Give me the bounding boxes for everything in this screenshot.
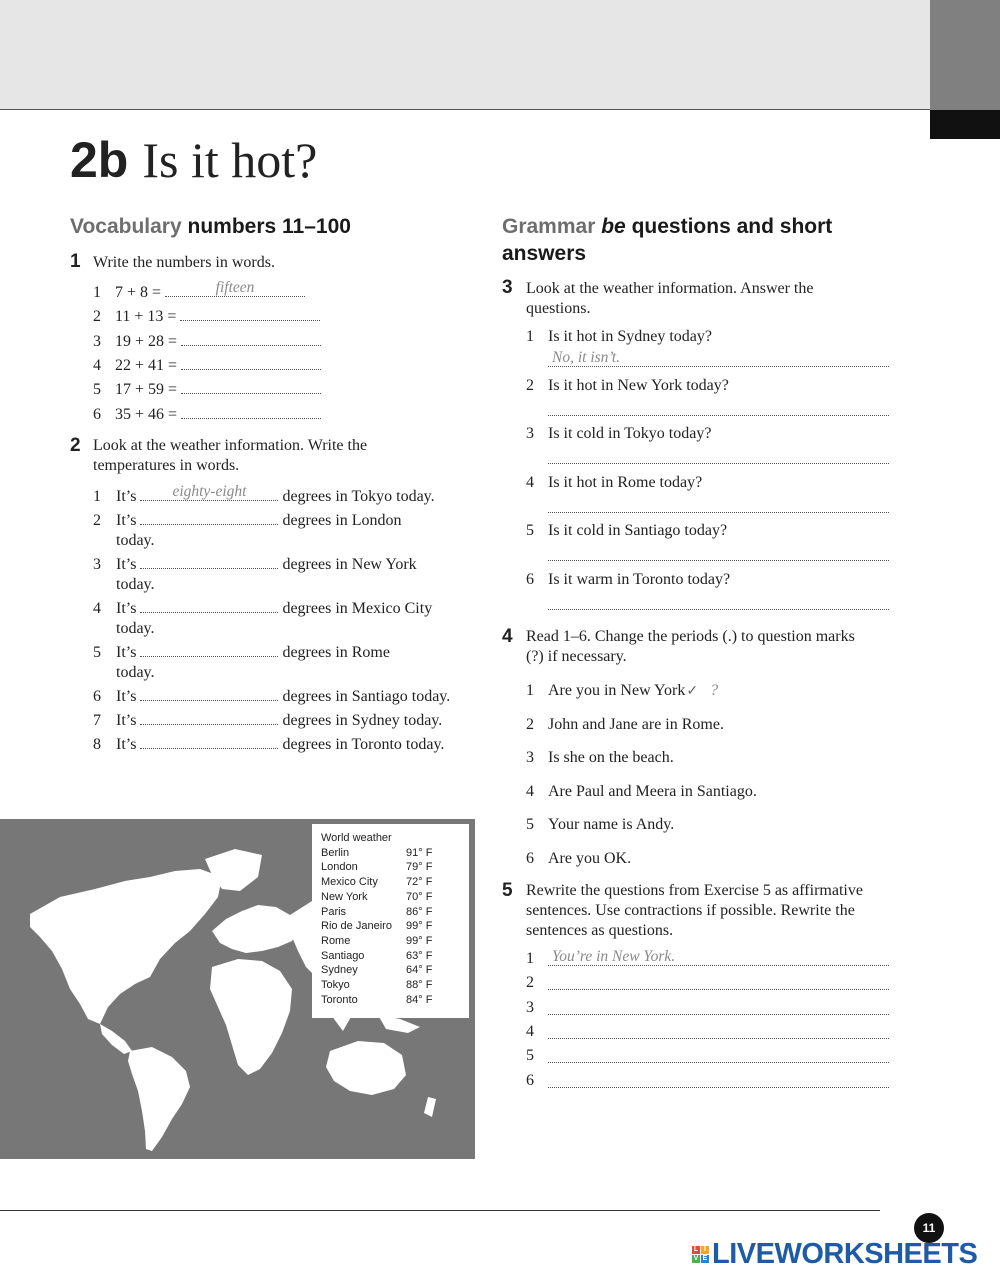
exercise-5-instruction-line: sentences as questions.	[526, 922, 674, 939]
exercise-2-instruction	[93, 436, 367, 476]
answer-line[interactable]	[548, 948, 889, 966]
answer-line[interactable]	[548, 543, 889, 561]
item-number: 5	[526, 1047, 534, 1065]
exercise-1-item	[93, 281, 305, 303]
logo-letter-tile: L	[693, 1245, 699, 1253]
exercise-1-number: 1	[70, 251, 81, 272]
item-sentence: Are you in New York	[548, 682, 686, 699]
exercise-3-item	[526, 473, 702, 493]
weather-city: Rome	[321, 934, 351, 947]
item-prefix: It’s	[116, 556, 137, 573]
answer-blank[interactable]	[140, 733, 278, 749]
exercise-3-item	[526, 327, 712, 347]
exercise-1-item	[93, 305, 320, 327]
logo-letter-tile: V	[693, 1254, 699, 1262]
item-number: 3	[526, 998, 534, 1016]
answer-line[interactable]	[548, 1021, 889, 1039]
weather-row	[321, 949, 469, 964]
item-continuation: today.	[116, 664, 155, 681]
exercise-4-item	[526, 715, 724, 735]
item-number: 3	[526, 749, 534, 767]
item-suffix: degrees in Toronto today.	[282, 736, 445, 753]
weather-temp: 88° F	[406, 979, 433, 992]
item-sum: 17 + 59 =	[115, 381, 178, 399]
item-prefix: It’s	[116, 712, 137, 729]
weather-row	[321, 905, 469, 920]
answer-blank[interactable]	[140, 509, 278, 525]
exercise-4-instruction	[526, 627, 855, 667]
weather-row	[321, 860, 469, 875]
weather-city: Mexico City	[321, 876, 378, 889]
answer-blank[interactable]	[140, 485, 278, 501]
grammar-heading	[502, 213, 832, 267]
answer-line[interactable]	[548, 349, 889, 367]
item-sum: 35 + 46 =	[115, 405, 178, 423]
grammar-heading-label: Grammar	[502, 215, 596, 238]
weather-city: Tokyo	[321, 979, 350, 992]
item-prefix: It’s	[116, 512, 137, 529]
lesson-code: 2b	[70, 132, 129, 188]
answer-line[interactable]	[548, 1070, 889, 1088]
exercise-2-item-line	[93, 509, 402, 531]
weather-row	[321, 875, 469, 890]
item-number: 1	[526, 950, 534, 967]
item-sentence: Is she on the beach.	[548, 749, 674, 767]
item-number: 4	[526, 1022, 534, 1040]
item-number: 5	[93, 381, 101, 399]
exercise-5-instruction	[526, 881, 863, 941]
item-suffix: degrees in Rome	[282, 644, 390, 661]
item-number: 1	[93, 488, 101, 505]
exercise-4-item	[526, 849, 631, 869]
answer-blank[interactable]	[140, 709, 278, 725]
exercise-2-item-line	[93, 553, 417, 575]
header-tab-black	[930, 110, 1000, 139]
exercise-3-item	[526, 424, 711, 444]
weather-temp: 91° F	[406, 846, 433, 859]
exercise-2-item	[93, 509, 402, 551]
weather-temp: 63° F	[406, 949, 433, 962]
answer-blank[interactable]	[181, 403, 321, 419]
grammar-heading-topic: questions and short	[631, 215, 833, 238]
weather-row	[321, 993, 469, 1008]
exercise-4-item	[526, 782, 757, 802]
item-number: 3	[93, 332, 101, 350]
footer-rule	[0, 1210, 880, 1211]
answer-text: No, it isn’t.	[552, 349, 621, 366]
answer-blank[interactable]	[181, 378, 321, 394]
item-sentence: Are Paul and Meera in Santiago.	[548, 782, 757, 800]
item-number: 4	[526, 782, 534, 800]
weather-city: Paris	[321, 905, 347, 918]
weather-row	[321, 963, 469, 978]
weather-city: Toronto	[321, 993, 358, 1006]
item-sum: 11 + 13 =	[115, 308, 177, 326]
exercise-2-item	[93, 641, 390, 683]
item-number: 2	[526, 715, 534, 733]
exercise-2-number: 2	[70, 435, 81, 456]
item-suffix: degrees in Sydney today.	[282, 712, 443, 729]
exercise-2-item	[93, 485, 435, 507]
weather-row	[321, 890, 469, 905]
weather-temp: 99° F	[406, 934, 433, 947]
page-title	[70, 130, 317, 190]
answer-line[interactable]	[548, 997, 889, 1015]
weather-temp: 86° F	[406, 905, 433, 918]
item-question: Is it warm in Toronto today?	[548, 570, 731, 588]
item-prefix: It’s	[116, 488, 137, 505]
item-suffix: degrees in New York	[282, 556, 417, 573]
vocabulary-heading-label: Vocabulary	[70, 215, 182, 238]
exercise-2-item	[93, 733, 444, 755]
exercise-3-instruction	[526, 279, 813, 319]
weather-city: Santiago	[321, 949, 365, 962]
item-number: 3	[526, 425, 534, 442]
answer-line[interactable]	[548, 495, 889, 513]
item-number: 1	[526, 328, 534, 345]
item-number: 6	[526, 570, 534, 588]
item-number: 4	[526, 473, 534, 491]
item-number: 4	[93, 600, 101, 617]
answer-blank[interactable]	[140, 641, 278, 657]
weather-table	[312, 824, 469, 1018]
weather-temp: 99° F	[406, 920, 433, 933]
item-number: 2	[526, 376, 534, 394]
lesson-title: Is it hot?	[142, 132, 318, 188]
item-prefix: It’s	[116, 688, 137, 705]
grammar-heading-topic-line2: answers	[502, 242, 587, 265]
item-sentence: Your name is Andy.	[548, 816, 675, 834]
exercise-2-item-line	[93, 709, 442, 731]
weather-city: London	[321, 861, 358, 874]
item-suffix: degrees in London	[282, 512, 402, 529]
item-number: 8	[93, 736, 101, 753]
answer-blank[interactable]	[181, 354, 321, 370]
item-sum: 22 + 41 =	[115, 356, 178, 374]
exercise-2-item-line	[93, 641, 390, 663]
exercise-4-instruction-line: Read 1–6. Change the periods (.) to question marks	[526, 628, 855, 645]
check-mark-icon: ✓	[686, 684, 699, 699]
exercise-3-instruction-line: questions.	[526, 300, 591, 317]
exercise-5-instruction-line: sentences. Use contractions if possible. Rewrite the	[526, 902, 855, 919]
item-number: 5	[526, 816, 534, 834]
weather-row	[321, 846, 469, 861]
item-number: 3	[93, 556, 101, 573]
item-prefix: It’s	[116, 644, 137, 661]
answer-text: fifteen	[215, 279, 255, 296]
item-number: 2	[93, 308, 101, 326]
page-number: 11	[914, 1213, 944, 1243]
item-suffix: degrees in Santiago today.	[282, 688, 451, 705]
exercise-1-item	[93, 330, 321, 352]
weather-table-title: World weather	[321, 832, 392, 844]
vocabulary-heading	[70, 213, 351, 240]
item-question: Is it hot in New York today?	[548, 376, 729, 394]
item-continuation: today.	[116, 620, 155, 637]
exercise-3-instruction-line: Look at the weather information. Answer the	[526, 280, 814, 297]
item-continuation: today.	[116, 532, 155, 549]
answer-blank[interactable]	[181, 330, 321, 346]
weather-city: New York	[321, 890, 368, 903]
item-number: 6	[526, 1071, 534, 1089]
header-tab-grey	[930, 0, 1000, 110]
exercise-2-item-line	[93, 485, 435, 507]
weather-temp: 79° F	[406, 861, 433, 874]
exercise-4-number: 4	[502, 626, 513, 647]
answer-line[interactable]	[548, 1045, 889, 1063]
item-suffix: degrees in Tokyo today.	[282, 488, 435, 505]
item-number: 2	[93, 512, 101, 529]
logo-letter-tile: I	[701, 1246, 709, 1254]
answer-blank[interactable]	[140, 553, 278, 569]
answer-line[interactable]	[548, 446, 889, 464]
exercise-5-number: 5	[502, 880, 513, 901]
exercise-1-item	[93, 403, 321, 425]
exercise-4-item	[526, 681, 718, 702]
item-number: 6	[526, 850, 534, 867]
exercise-2-item-line	[93, 597, 432, 619]
item-number: 2	[526, 974, 534, 992]
item-number: 4	[93, 356, 101, 374]
item-number: 7	[93, 712, 101, 729]
exercise-1-instruction: Write the numbers in words.	[93, 254, 275, 271]
exercise-1-item	[93, 378, 321, 400]
item-sum: 19 + 28 =	[115, 332, 178, 350]
exercise-2-item	[93, 597, 432, 639]
weather-temp: 70° F	[406, 890, 433, 903]
weather-city: Sydney	[321, 964, 358, 977]
brand-name: LIVEWORKSHEETS	[712, 1238, 978, 1270]
exercise-4-instruction-line: (?) if necessary.	[526, 648, 627, 665]
item-sum: 7 + 8 =	[115, 284, 162, 301]
exercise-4-item	[526, 748, 674, 768]
brand-logo[interactable]	[692, 1238, 977, 1270]
exercise-2-item-line	[93, 733, 444, 755]
header-band	[0, 0, 1000, 110]
answer-text[interactable]: ?	[710, 682, 719, 699]
item-number: 5	[526, 522, 534, 539]
weather-temp: 72° F	[406, 876, 433, 889]
exercise-2-instruction-line: Look at the weather information. Write the	[93, 437, 368, 454]
answer-text: You’re in New York.	[552, 948, 676, 965]
exercise-3-item	[526, 570, 730, 590]
exercise-3-item	[526, 521, 727, 541]
item-sentence: Are you OK.	[548, 850, 632, 867]
weather-row	[321, 978, 469, 993]
weather-row	[321, 934, 469, 949]
item-number: 6	[93, 405, 101, 423]
item-question: Is it hot in Sydney today?	[548, 328, 712, 345]
weather-city: Rio de Janeiro	[321, 920, 392, 933]
exercise-1-item	[93, 354, 321, 376]
answer-blank[interactable]	[165, 281, 305, 297]
answer-line[interactable]	[548, 972, 889, 990]
item-number: 1	[526, 682, 534, 699]
item-prefix: It’s	[116, 600, 137, 617]
item-sentence: John and Jane are in Rome.	[548, 715, 724, 733]
item-suffix: degrees in Mexico City	[282, 600, 433, 617]
answer-blank[interactable]	[180, 305, 320, 321]
vocabulary-heading-topic: numbers 11–100	[187, 215, 351, 238]
exercise-3-item	[526, 376, 729, 396]
item-prefix: It’s	[116, 736, 137, 753]
exercise-3-number: 3	[502, 277, 513, 298]
weather-temp: 64° F	[406, 964, 433, 977]
item-number: 6	[93, 688, 101, 705]
answer-blank[interactable]	[140, 685, 278, 701]
item-number: 5	[93, 644, 101, 661]
item-question: Is it cold in Tokyo today?	[548, 425, 712, 442]
exercise-2-item	[93, 709, 442, 731]
item-number: 1	[93, 284, 101, 301]
exercise-2-instruction-line: temperatures in words.	[93, 457, 240, 474]
item-continuation: today.	[116, 576, 155, 593]
exercise-5-instruction-line: Rewrite the questions from Exercise 5 as affirmative	[526, 882, 863, 899]
grammar-heading-italic: be	[601, 215, 626, 238]
item-question: Is it cold in Santiago today?	[548, 522, 728, 539]
weather-temp: 84° F	[406, 993, 433, 1006]
answer-text: eighty-eight	[172, 483, 247, 500]
answer-blank[interactable]	[140, 597, 278, 613]
answer-line[interactable]	[548, 592, 889, 610]
weather-rows	[321, 846, 469, 1008]
weather-city: Berlin	[321, 846, 350, 859]
exercise-2-item-line	[93, 685, 450, 707]
exercise-2-item	[93, 553, 417, 595]
logo-letter-tile: E	[702, 1254, 708, 1262]
brand-logo-icon	[692, 1246, 709, 1263]
exercise-4-item	[526, 815, 674, 835]
exercise-2-item	[93, 685, 450, 707]
answer-line[interactable]	[548, 398, 889, 416]
weather-row	[321, 919, 469, 934]
item-question: Is it hot in Rome today?	[548, 473, 703, 491]
